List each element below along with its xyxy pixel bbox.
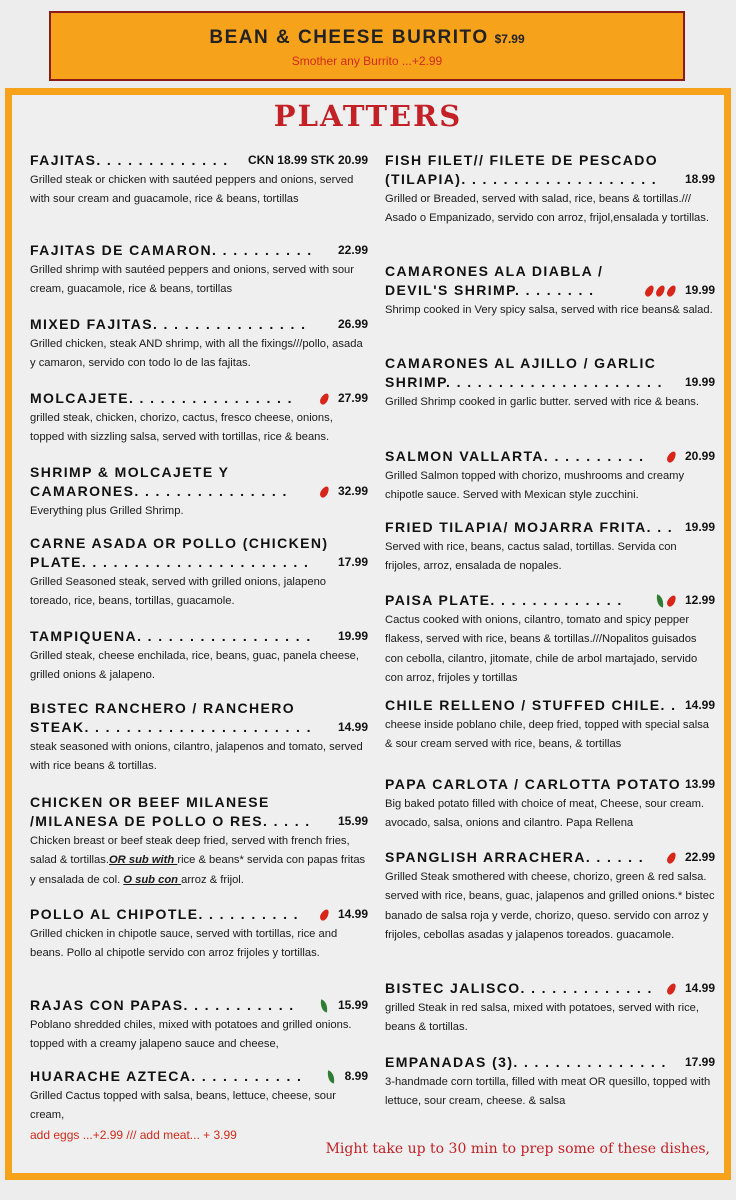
menu-item-description-text: Grilled shrimp with sautéed peppers and onions, served with sour cream, guacamole, rice & beans, tortillas <box>30 264 354 296</box>
menu-item-description-text: Shrimp cooked in Very spicy salsa, served with rice beans& salad. <box>385 304 713 316</box>
menu-item-name <box>385 447 715 466</box>
menu-item-price: CKN 18.99 STK 20.99 <box>247 153 368 167</box>
menu-item-description-text: Grilled chicken, steak AND shrimp, with all the fixings///pollo, asada y camaron, servido con todo lo de las fajitas. <box>30 338 363 370</box>
menu-item <box>30 699 368 777</box>
menu-item-name <box>30 718 368 737</box>
menu-item-name-line: CARNE ASADA OR POLLO (CHICKEN) <box>30 535 329 551</box>
menu-item <box>30 996 368 1055</box>
menu-item-name <box>30 482 368 501</box>
menu-item-name-line: EMPANADAS (3). . . . . . . . . . . . . . . <box>385 1054 667 1070</box>
menu-item-name-line: /MILANESA DE POLLO O RES. . . . . <box>30 813 311 829</box>
menu-item-price: 32.99 <box>337 484 368 498</box>
menu-item-description <box>385 301 715 320</box>
menu-item-name <box>30 1067 368 1086</box>
menu-item-name-line: SHRIMP. . . . . . . . . . . . . . . . . . . . . <box>385 374 663 390</box>
menu-item-name <box>385 373 715 392</box>
menu-item-price: 13.99 <box>684 777 715 791</box>
menu-item-description <box>30 1087 368 1126</box>
menu-item-description-text: Cactus cooked with onions, cilantro, tomato and spicy pepper flakess, served with rice, beans & tortillas.///Nopalitos guisados con cebolla, cilantro, jitomate, chile de arbol martajado, servido con arroz, frijoles y tortillas <box>385 614 698 684</box>
menu-item-description-text: cheese inside poblano chile, deep fried, topped with special salsa & sour cream served with rice, beans, & tortillas <box>385 719 710 751</box>
menu-item-name-line: RAJAS CON PAPAS. . . . . . . . . . . <box>30 997 295 1013</box>
pepper-icon <box>665 851 677 865</box>
menu-item-description-text: Grilled steak, cheese enchilada, rice, beans, guac, panela cheese, grilled onions & jalapeno. <box>30 650 359 682</box>
leaf-icon <box>319 999 329 1012</box>
menu-item-description-text: 3-handmade corn tortilla, filled with meat OR quesillo, topped with lettuce, sour cream, cheese. & salsa <box>385 1076 711 1108</box>
menu-item-price: 19.99 <box>337 629 368 643</box>
menu-item-addons: add eggs ...+2.99 /// add meat... + 3.99 <box>30 1127 237 1142</box>
pepper-icon <box>318 485 330 499</box>
section-title: PLATTERS <box>273 99 463 133</box>
pepper-icon <box>643 284 655 298</box>
menu-item <box>30 463 368 521</box>
menu-item-description <box>385 795 715 834</box>
menu-item-price: 8.99 <box>344 1069 368 1083</box>
menu-item-description-text: Everything plus Grilled Shrimp. <box>30 505 184 517</box>
menu-item-name-line: POLLO AL CHIPOTLE. . . . . . . . . . <box>30 906 299 922</box>
menu-item-description <box>30 832 368 890</box>
featured-item-price: $7.99 <box>494 32 525 46</box>
menu-item-name-line: CAMARONES AL AJILLO / GARLIC <box>385 355 657 371</box>
menu-item-price-group <box>338 315 368 334</box>
menu-item <box>385 354 715 412</box>
menu-item-description-text: Served with rice, beans, cactus salad, tortillas. Servida con frijoles, arroz, ensalada de nopales. <box>385 541 677 573</box>
menu-item-description <box>385 393 715 412</box>
menu-item-name-line: STEAK. . . . . . . . . . . . . . . . . . . . . . <box>30 719 312 735</box>
menu-item-name-line: SHRIMP & MOLCAJETE Y <box>30 464 230 480</box>
menu-item-price-group <box>338 553 368 572</box>
pepper-icon <box>665 594 677 608</box>
menu-item-name-line: FAJITAS DE CAMARON. . . . . . . . . . <box>30 242 313 258</box>
menu-item-name-line: CAMARONES ALA DIABLA / <box>385 263 604 279</box>
menu-item-price-group <box>685 696 715 715</box>
menu-item-description-text: Grilled Cactus topped with salsa, beans, lettuce, cheese, sour cream, <box>30 1090 336 1122</box>
menu-item-name-line: BISTEC JALISCO. . . . . . . . . . . . . <box>385 980 653 996</box>
menu-item-name <box>385 979 715 998</box>
menu-item-name <box>385 848 715 867</box>
menu-item-description-text: steak seasoned with onions, cilantro, jalapenos and tomato, served with rice beans & tortillas. <box>30 741 363 773</box>
menu-item-price-group <box>685 1053 715 1072</box>
menu-item-price-group <box>668 447 715 466</box>
menu-item-name-line: PLATE. . . . . . . . . . . . . . . . . . . . . . <box>30 554 310 570</box>
featured-item-title <box>51 27 683 49</box>
menu-item-price: 27.99 <box>337 391 368 405</box>
menu-item-description <box>385 467 715 506</box>
menu-item <box>30 534 368 612</box>
menu-item <box>385 775 715 834</box>
menu-item-price: 15.99 <box>337 814 368 828</box>
menu-item-name-line: MOLCAJETE. . . . . . . . . . . . . . . . <box>30 390 293 406</box>
menu-item-price: 12.99 <box>684 593 715 607</box>
menu-item-price: 15.99 <box>337 998 368 1012</box>
menu-item <box>30 793 368 890</box>
menu-item-price: 14.99 <box>684 698 715 712</box>
menu-item <box>30 241 368 300</box>
featured-item-note: Smother any Burrito ...+2.99 <box>291 54 443 68</box>
menu-item-name <box>30 389 368 408</box>
menu-item-description <box>385 999 715 1038</box>
menu-item-name <box>30 151 368 170</box>
menu-item-description-text: Grilled Seasoned steak, served with grilled onions, jalapeno toreado, rice, beans, tortillas, guacamole. <box>30 576 327 608</box>
menu-item-name <box>385 262 715 281</box>
menu-item-name-line: CHILE RELLENO / STUFFED CHILE. . <box>385 697 677 713</box>
menu-item-name-line: FRIED TILAPIA/ MOJARRA FRITA. . . <box>385 519 674 535</box>
platters-section <box>5 88 731 1180</box>
menu-item <box>385 696 715 755</box>
menu-item-name <box>30 627 368 646</box>
menu-item-price: 20.99 <box>684 449 715 463</box>
menu-item-price-group <box>338 241 368 260</box>
menu-item-price: 14.99 <box>337 907 368 921</box>
menu-item-name-line: PAISA PLATE. . . . . . . . . . . . . <box>385 592 623 608</box>
menu-item-description-text: Chicken breast or beef steak deep fried, served with french fries, salad & tortillas. <box>30 835 350 867</box>
menu-item-price-group <box>685 373 715 392</box>
menu-item-description-text: arroz & frijol. <box>181 873 244 886</box>
menu-item-name <box>385 354 715 373</box>
menu-item-price: 18.99 <box>684 172 715 186</box>
menu-item <box>30 151 368 210</box>
featured-item-banner <box>49 11 685 81</box>
pepper-icon <box>318 908 330 922</box>
menu-item-name <box>30 793 368 812</box>
menu-item-name <box>385 775 715 794</box>
menu-item-name-line: CAMARONES. . . . . . . . . . . . . . . <box>30 483 288 499</box>
menu-item-description <box>30 925 368 964</box>
menu-item-description <box>385 716 715 755</box>
menu-item-name-line: BISTEC RANCHERO / RANCHERO <box>30 700 296 716</box>
menu-item-price-group <box>338 812 368 831</box>
menu-item-price: 19.99 <box>684 375 715 389</box>
menu-item-substitution: O sub con <box>123 873 182 886</box>
menu-item-price: 22.99 <box>337 243 368 257</box>
menu-item-name <box>385 696 715 715</box>
leaf-icon <box>655 594 665 607</box>
menu-item-price: 19.99 <box>684 283 715 297</box>
menu-item-substitution: OR sub with <box>108 854 178 867</box>
menu-item-description <box>30 647 368 686</box>
menu-item <box>30 389 368 448</box>
menu-item-description-text: Grilled chicken in chipotle sauce, served with tortillas, rice and beans. Pollo al chipotle servido con arroz frijoles y tortillas. <box>30 928 338 960</box>
menu-item-price: 14.99 <box>337 720 368 734</box>
menu-item-price-group <box>321 389 368 408</box>
menu-item-name <box>30 553 368 572</box>
menu-item-name <box>385 151 715 170</box>
menu-item-description-text: grilled steak, chicken, chorizo, cactus, fresco cheese, onions, topped with sizzling salsa, served with tortillas, rice & beans. <box>30 412 333 444</box>
menu-item-price-group <box>248 151 368 170</box>
featured-item-name: BEAN & CHEESE BURRITO <box>209 27 489 48</box>
pepper-icon <box>654 284 666 298</box>
menu-item-price-group <box>668 979 715 998</box>
menu-item-price: 14.99 <box>684 981 715 995</box>
menu-item-name <box>385 281 715 300</box>
menu-item-price: 19.99 <box>684 520 715 534</box>
menu-item-description <box>30 335 368 374</box>
menu-item-price-group <box>327 1067 368 1086</box>
menu-item-price: 26.99 <box>337 317 368 331</box>
menu-item-name <box>30 463 368 482</box>
menu-item-description <box>30 261 368 300</box>
menu-item-price-group <box>320 996 368 1015</box>
menu-item-name-line: SPANGLISH ARRACHERA. . . . . . <box>385 849 645 865</box>
menu-item-price-group <box>321 482 368 501</box>
menu-item-description <box>385 1073 715 1112</box>
menu-item-description <box>30 171 368 210</box>
menu-item <box>385 591 715 688</box>
menu-item-price-group <box>646 281 715 300</box>
menu-item-description-text: Grilled steak or chicken with sautéed peppers and onions, served with sour cream and guacamole, rice & beans, tortillas <box>30 174 354 206</box>
menu-item-name <box>30 699 368 718</box>
menu-item <box>385 151 715 229</box>
menu-item-name-line: PAPA CARLOTA / CARLOTTA POTATO <box>385 776 682 792</box>
menu-item-price-group <box>656 591 715 610</box>
menu-item-price-group <box>321 905 368 924</box>
menu-item-name <box>385 591 715 610</box>
menu-item <box>30 627 368 686</box>
menu-item-description-text: Big baked potato filled with choice of meat, Cheese, sour cream. avocado, salsa, onions and cilantro. Papa Rellena <box>385 798 705 830</box>
menu-item-name-line: (TILAPIA). . . . . . . . . . . . . . . . . . . <box>385 171 658 187</box>
menu-item-name <box>30 534 368 553</box>
menu-item-description-text: Grilled or Breaded, served with salad, rice, beans & tortillas./// Asado o Empanizado, servido con arroz, frijol,ensalada y tortillas. <box>385 193 709 225</box>
menu-item-name-line: FISH FILET// FILETE DE PESCADO <box>385 152 659 168</box>
pepper-icon <box>665 450 677 464</box>
menu-item <box>385 848 715 945</box>
menu-item <box>30 1067 368 1145</box>
menu-item-price-group <box>668 848 715 867</box>
menu-item-description <box>30 573 368 612</box>
menu-item-description <box>385 190 715 229</box>
menu-item-name <box>30 996 368 1015</box>
menu-item-name-line: HUARACHE AZTECA. . . . . . . . . . . <box>30 1068 303 1084</box>
menu-item-price-group <box>685 518 715 537</box>
pepper-icon <box>318 392 330 406</box>
menu-item-price-group <box>685 170 715 189</box>
menu-item-description-text: Grilled Shrimp cooked in garlic butter. served with rice & beans. <box>385 396 700 408</box>
menu-item <box>30 905 368 964</box>
menu-item-description <box>30 1016 368 1055</box>
menu-item <box>385 447 715 506</box>
menu-item-name <box>30 812 368 831</box>
menu-item-description <box>30 502 368 521</box>
menu-item <box>385 979 715 1038</box>
menu-item-name <box>30 315 368 334</box>
prep-time-note: Might take up to 30 min to prep some of these dishes, <box>325 1141 710 1157</box>
menu-item-price-group <box>338 718 368 737</box>
menu-item-description <box>385 611 715 688</box>
pepper-icon <box>665 982 677 996</box>
menu-item-name-line: CHICKEN OR BEEF MILANESE <box>30 794 270 810</box>
menu-item-name <box>385 1053 715 1072</box>
menu-item-name-line: DEVIL'S SHRIMP. . . . . . . . <box>385 282 595 298</box>
menu-item <box>385 1053 715 1112</box>
menu-item-name <box>30 905 368 924</box>
menu-item-price: 17.99 <box>684 1055 715 1069</box>
menu-item-price-group <box>338 627 368 646</box>
menu-item-price: 22.99 <box>684 850 715 864</box>
menu-item-name-line: TAMPIQUENA. . . . . . . . . . . . . . . . . <box>30 628 312 644</box>
menu-item-name-line: FAJITAS. . . . . . . . . . . . . <box>30 152 229 168</box>
menu-item-description <box>30 738 368 777</box>
pepper-icon <box>665 284 677 298</box>
menu-item-price-group <box>685 775 715 794</box>
menu-item-description-text: Poblano shredded chiles, mixed with potatoes and grilled onions. topped with a creamy jalapeno sauce and cheese, <box>30 1019 352 1051</box>
menu-item-name <box>385 518 715 537</box>
menu-item <box>30 315 368 374</box>
menu-item-description-text: Grilled Salmon topped with chorizo, mushrooms and creamy chipotle sauce. Served with Mexican style zucchini. <box>385 470 685 502</box>
menu-item-description-text: rice & beans* servida con papas fritas y ensalada de col. <box>30 854 366 886</box>
leaf-icon <box>326 1070 336 1083</box>
menu-item-description <box>385 538 715 577</box>
menu-item-name <box>30 241 368 260</box>
menu-item-name-line: SALMON VALLARTA. . . . . . . . . . <box>385 448 645 464</box>
menu-item <box>385 518 715 577</box>
menu-item <box>385 262 715 320</box>
menu-item-price: 17.99 <box>337 555 368 569</box>
menu-item-description-text: grilled Steak in red salsa, mixed with potatoes, served with rice, beans & tortillas. <box>385 1002 700 1034</box>
menu-item-name-line: MIXED FAJITAS. . . . . . . . . . . . . . . <box>30 316 307 332</box>
menu-item-name <box>385 170 715 189</box>
menu-item-description <box>385 868 715 945</box>
menu-item-description-text: Grilled Steak smothered with cheese, chorizo, green & red salsa. served with rice, beans, guac, jalapenos and grilled onions.* bistec banado de salsa roja y verde, chorizo, queso. servido con arroz y frijoles, cebollas asadas y jalapenos toreados. guacamole. <box>385 871 715 941</box>
menu-item-description <box>30 409 368 448</box>
